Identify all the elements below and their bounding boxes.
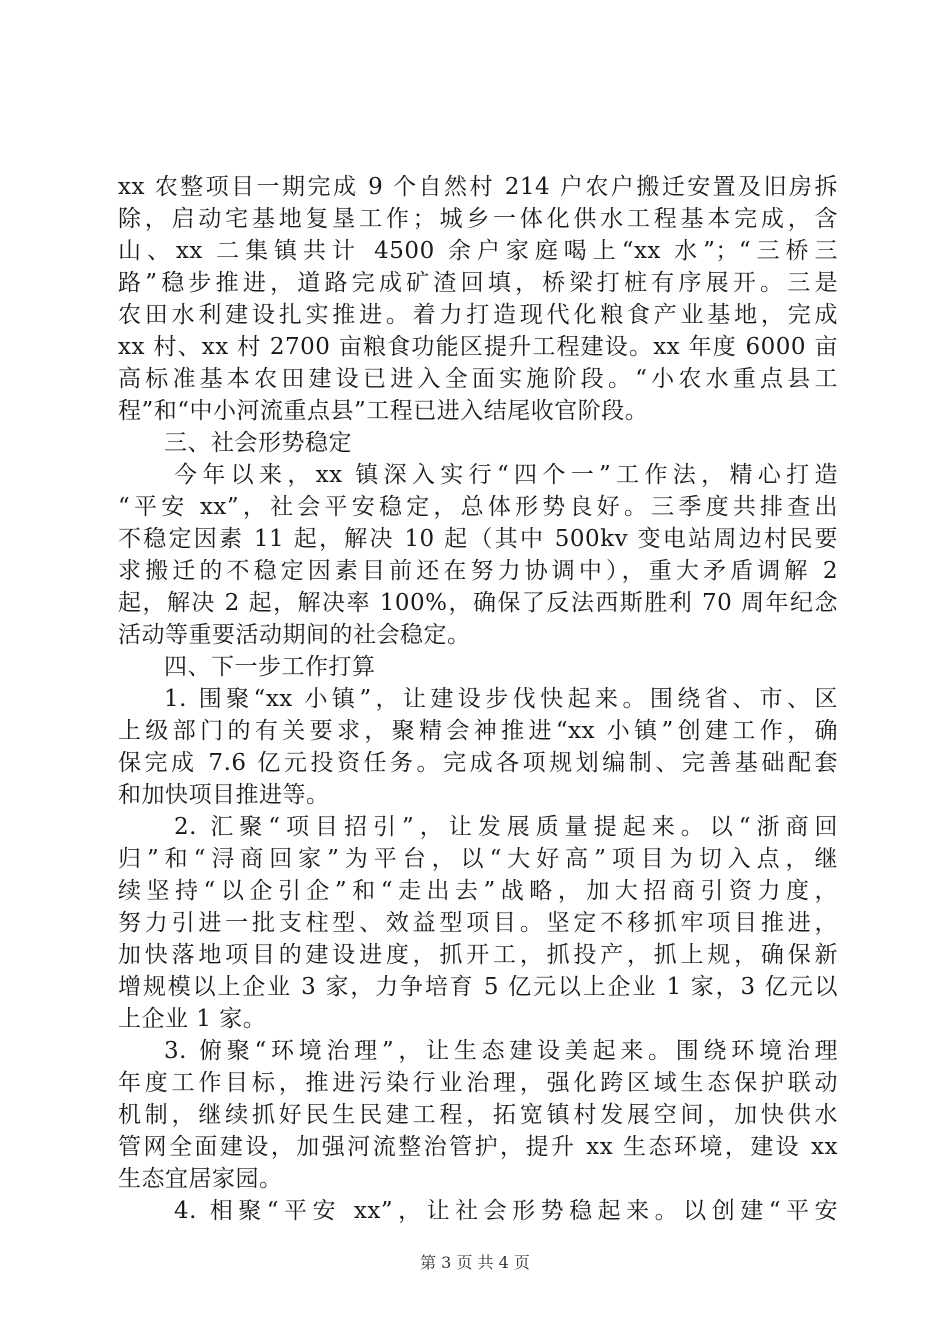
text-line: “平安 xx”，社会平安稳定，总体形势良好。三季度共排查出 xyxy=(118,494,838,520)
text-line: 农田水利建设扎实推进。着力打造现代化粮食产业基地，完成 xyxy=(118,302,838,328)
text-line: 保完成 7.6 亿元投资任务。完成各项规划编制、完善基础配套 xyxy=(118,750,838,776)
text-line: 管网全面建设，加强河流整治管护，提升 xx 生态环境，建设 xx xyxy=(118,1134,838,1160)
text-line: xx 村、xx 村 2700 亩粮食功能区提升工程建设。xx 年度 6000 亩 xyxy=(118,334,838,360)
text-line: 努力引进一批支柱型、效益型项目。坚定不移抓牢项目推进， xyxy=(118,910,838,936)
text-line: 2. 汇聚“项目招引”，让发展质量提起来。以“浙商回 xyxy=(174,814,838,840)
text-line: 山、xx 二集镇共计 4500 余户家庭喝上“xx 水”；“三桥三 xyxy=(118,238,838,264)
text-line: 1. 围聚“xx 小镇”，让建设步伐快起来。围绕省、市、区 xyxy=(164,686,838,712)
text-line: 增规模以上企业 3 家，力争培育 5 亿元以上企业 1 家，3 亿元以 xyxy=(118,974,838,1000)
text-line: 求搬迁的不稳定因素目前还在努力协调中），重大矛盾调解 2 xyxy=(118,558,838,584)
text-line: 上级部门的有关要求，聚精会神推进“xx 小镇”创建工作，确 xyxy=(118,718,838,744)
text-line: 今年以来，xx 镇深入实行“四个一”工作法，精心打造 xyxy=(174,462,838,488)
text-line: 加快落地项目的建设进度，抓开工，抓投产，抓上规，确保新 xyxy=(118,942,838,968)
text-line: 不稳定因素 11 起，解决 10 起（其中 500kv 变电站周边村民要 xyxy=(118,526,838,552)
text-line: xx 农整项目一期完成 9 个自然村 214 户农户搬迁安置及旧房拆 xyxy=(118,174,838,200)
text-line: 高标准基本农田建设已进入全面实施阶段。“小农水重点县工 xyxy=(118,366,838,392)
text-line: 3. 俯聚“环境治理”，让生态建设美起来。围绕环境治理 xyxy=(164,1038,838,1064)
text-line: 活动等重要活动期间的社会稳定。 xyxy=(118,622,471,648)
text-line: 路”稳步推进，道路完成矿渣回填，桥梁打桩有序展开。三是 xyxy=(118,270,838,296)
text-line: 起，解决 2 起，解决率 100%，确保了反法西斯胜利 70 周年纪念 xyxy=(118,590,838,616)
text-line: 和加快项目推进等。 xyxy=(118,782,330,808)
document-body xyxy=(118,171,838,1227)
text-line: 上企业 1 家。 xyxy=(118,1006,267,1032)
text-line: 程”和“中小河流重点县”工程已进入结尾收官阶段。 xyxy=(118,398,649,424)
text-line: 归”和“浔商回家”为平台，以“大好高”项目为切入点，继 xyxy=(118,846,838,872)
section-heading: 四、下一步工作打算 xyxy=(164,654,376,680)
text-line: 机制，继续抓好民生民建工程，拓宽镇村发展空间，加快供水 xyxy=(118,1102,838,1128)
text-line: 年度工作目标，推进污染行业治理，强化跨区域生态保护联动 xyxy=(118,1070,838,1096)
text-line: 除，启动宅基地复垦工作；城乡一体化供水工程基本完成，含 xyxy=(118,206,838,232)
text-line: 生态宜居家园。 xyxy=(118,1166,283,1192)
text-line: 续坚持“以企引企”和“走出去”战略，加大招商引资力度， xyxy=(118,878,838,904)
text-line: 4. 相聚“平安 xx”，让社会形势稳起来。以创建“平安 xyxy=(174,1198,838,1224)
page-footer: 第 3 页 共 4 页 xyxy=(420,1253,530,1272)
section-heading: 三、社会形势稳定 xyxy=(164,430,352,456)
